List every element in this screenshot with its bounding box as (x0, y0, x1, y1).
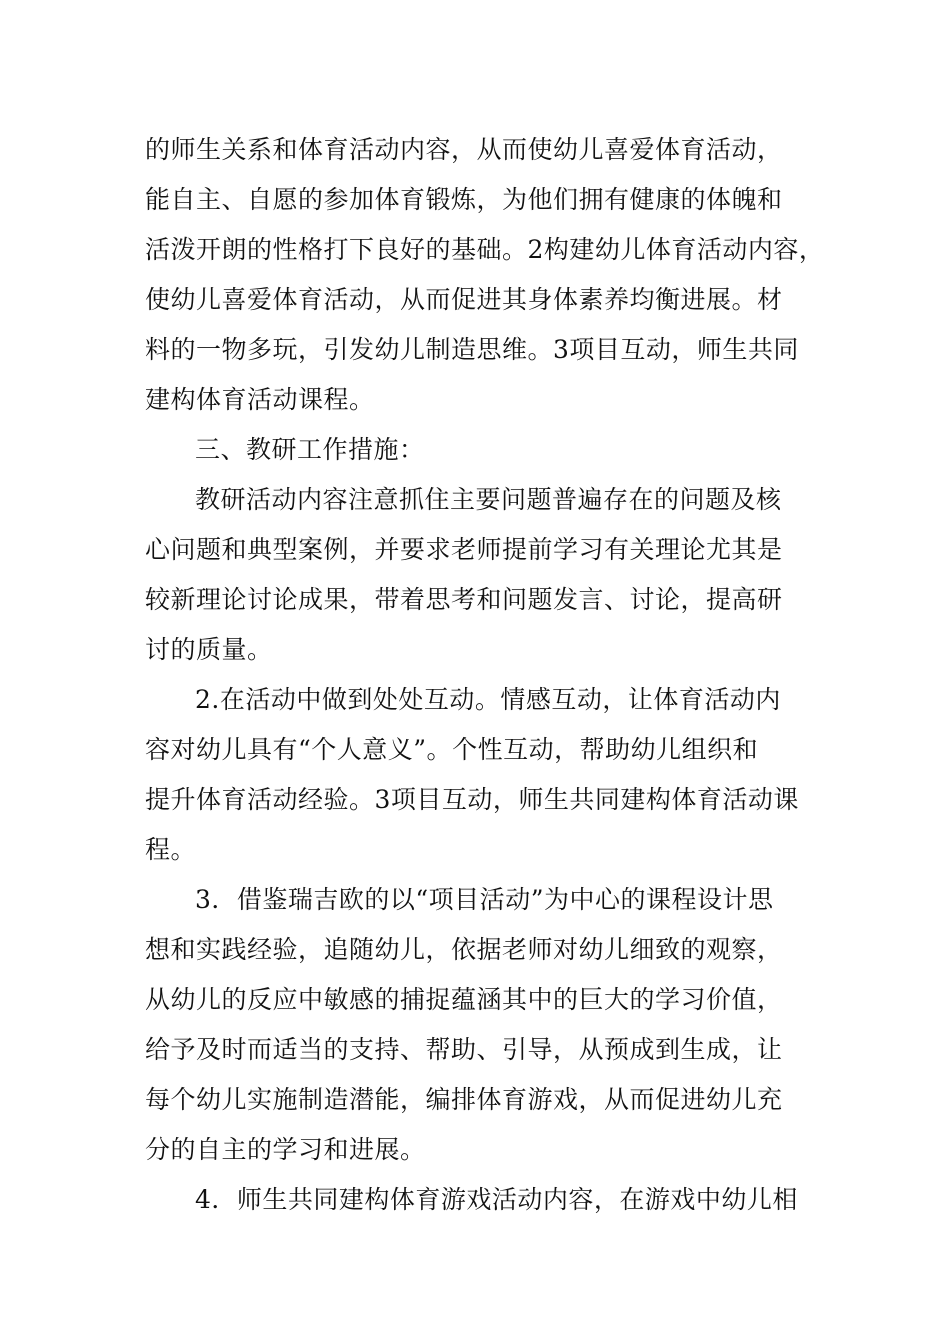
text-line: 活泼开朗的性格打下良好的基础。2构建幼儿体育活动内容， (145, 235, 825, 264)
text-line: 给予及时而适当的支持、帮助、引导，从预成到生成，让 (145, 1035, 783, 1064)
text-line: 每个幼儿实施制造潜能，编排体育游戏，从而促进幼儿充 (145, 1085, 783, 1114)
text-line: 想和实践经验，追随幼儿，依据老师对幼儿细致的观察， (145, 935, 783, 964)
text-line: 使幼儿喜爱体育活动，从而促进其身体素养均衡进展。材 (145, 285, 783, 314)
text-line: 提升体育活动经验。3项目互动，师生共同建构体育活动课 (145, 785, 799, 814)
text-line: 程。 (145, 835, 197, 864)
text-line: 料的一物多玩，引发幼儿制造思维。3项目互动，师生共同 (145, 335, 799, 364)
text-line: 分的自主的学习和进展。 (145, 1135, 426, 1164)
text-line: 心问题和典型案例，并要求老师提前学习有关理论尤其是 (145, 535, 783, 564)
text-line: 教研活动内容注意抓住主要问题普遍存在的问题及核 (195, 485, 782, 514)
text-line: 3．借鉴瑞吉欧的以“项目活动”为中心的课程设计思 (195, 885, 774, 914)
text-line: 2.在活动中做到处处互动。情感互动，让体育活动内 (195, 685, 781, 714)
text-line: 建构体育活动课程。 (145, 385, 375, 414)
text-line: 较新理论讨论成果，带着思考和问题发言、讨论，提高研 (145, 585, 783, 614)
text-line: 从幼儿的反应中敏感的捕捉蕴涵其中的巨大的学习价值， (145, 985, 783, 1014)
text-line: 的师生关系和体育活动内容，从而使幼儿喜爱体育活动， (145, 135, 783, 164)
text-line: 能自主、自愿的参加体育锻炼，为他们拥有健康的体魄和 (145, 185, 783, 214)
text-line: 容对幼儿具有“个人意义”。个性互动，帮助幼儿组织和 (145, 735, 759, 764)
text-line: 4．师生共同建构体育游戏活动内容，在游戏中幼儿相 (195, 1185, 798, 1214)
section-heading: 三、教研工作措施： (195, 435, 425, 464)
text-line: 讨的质量。 (145, 635, 273, 664)
